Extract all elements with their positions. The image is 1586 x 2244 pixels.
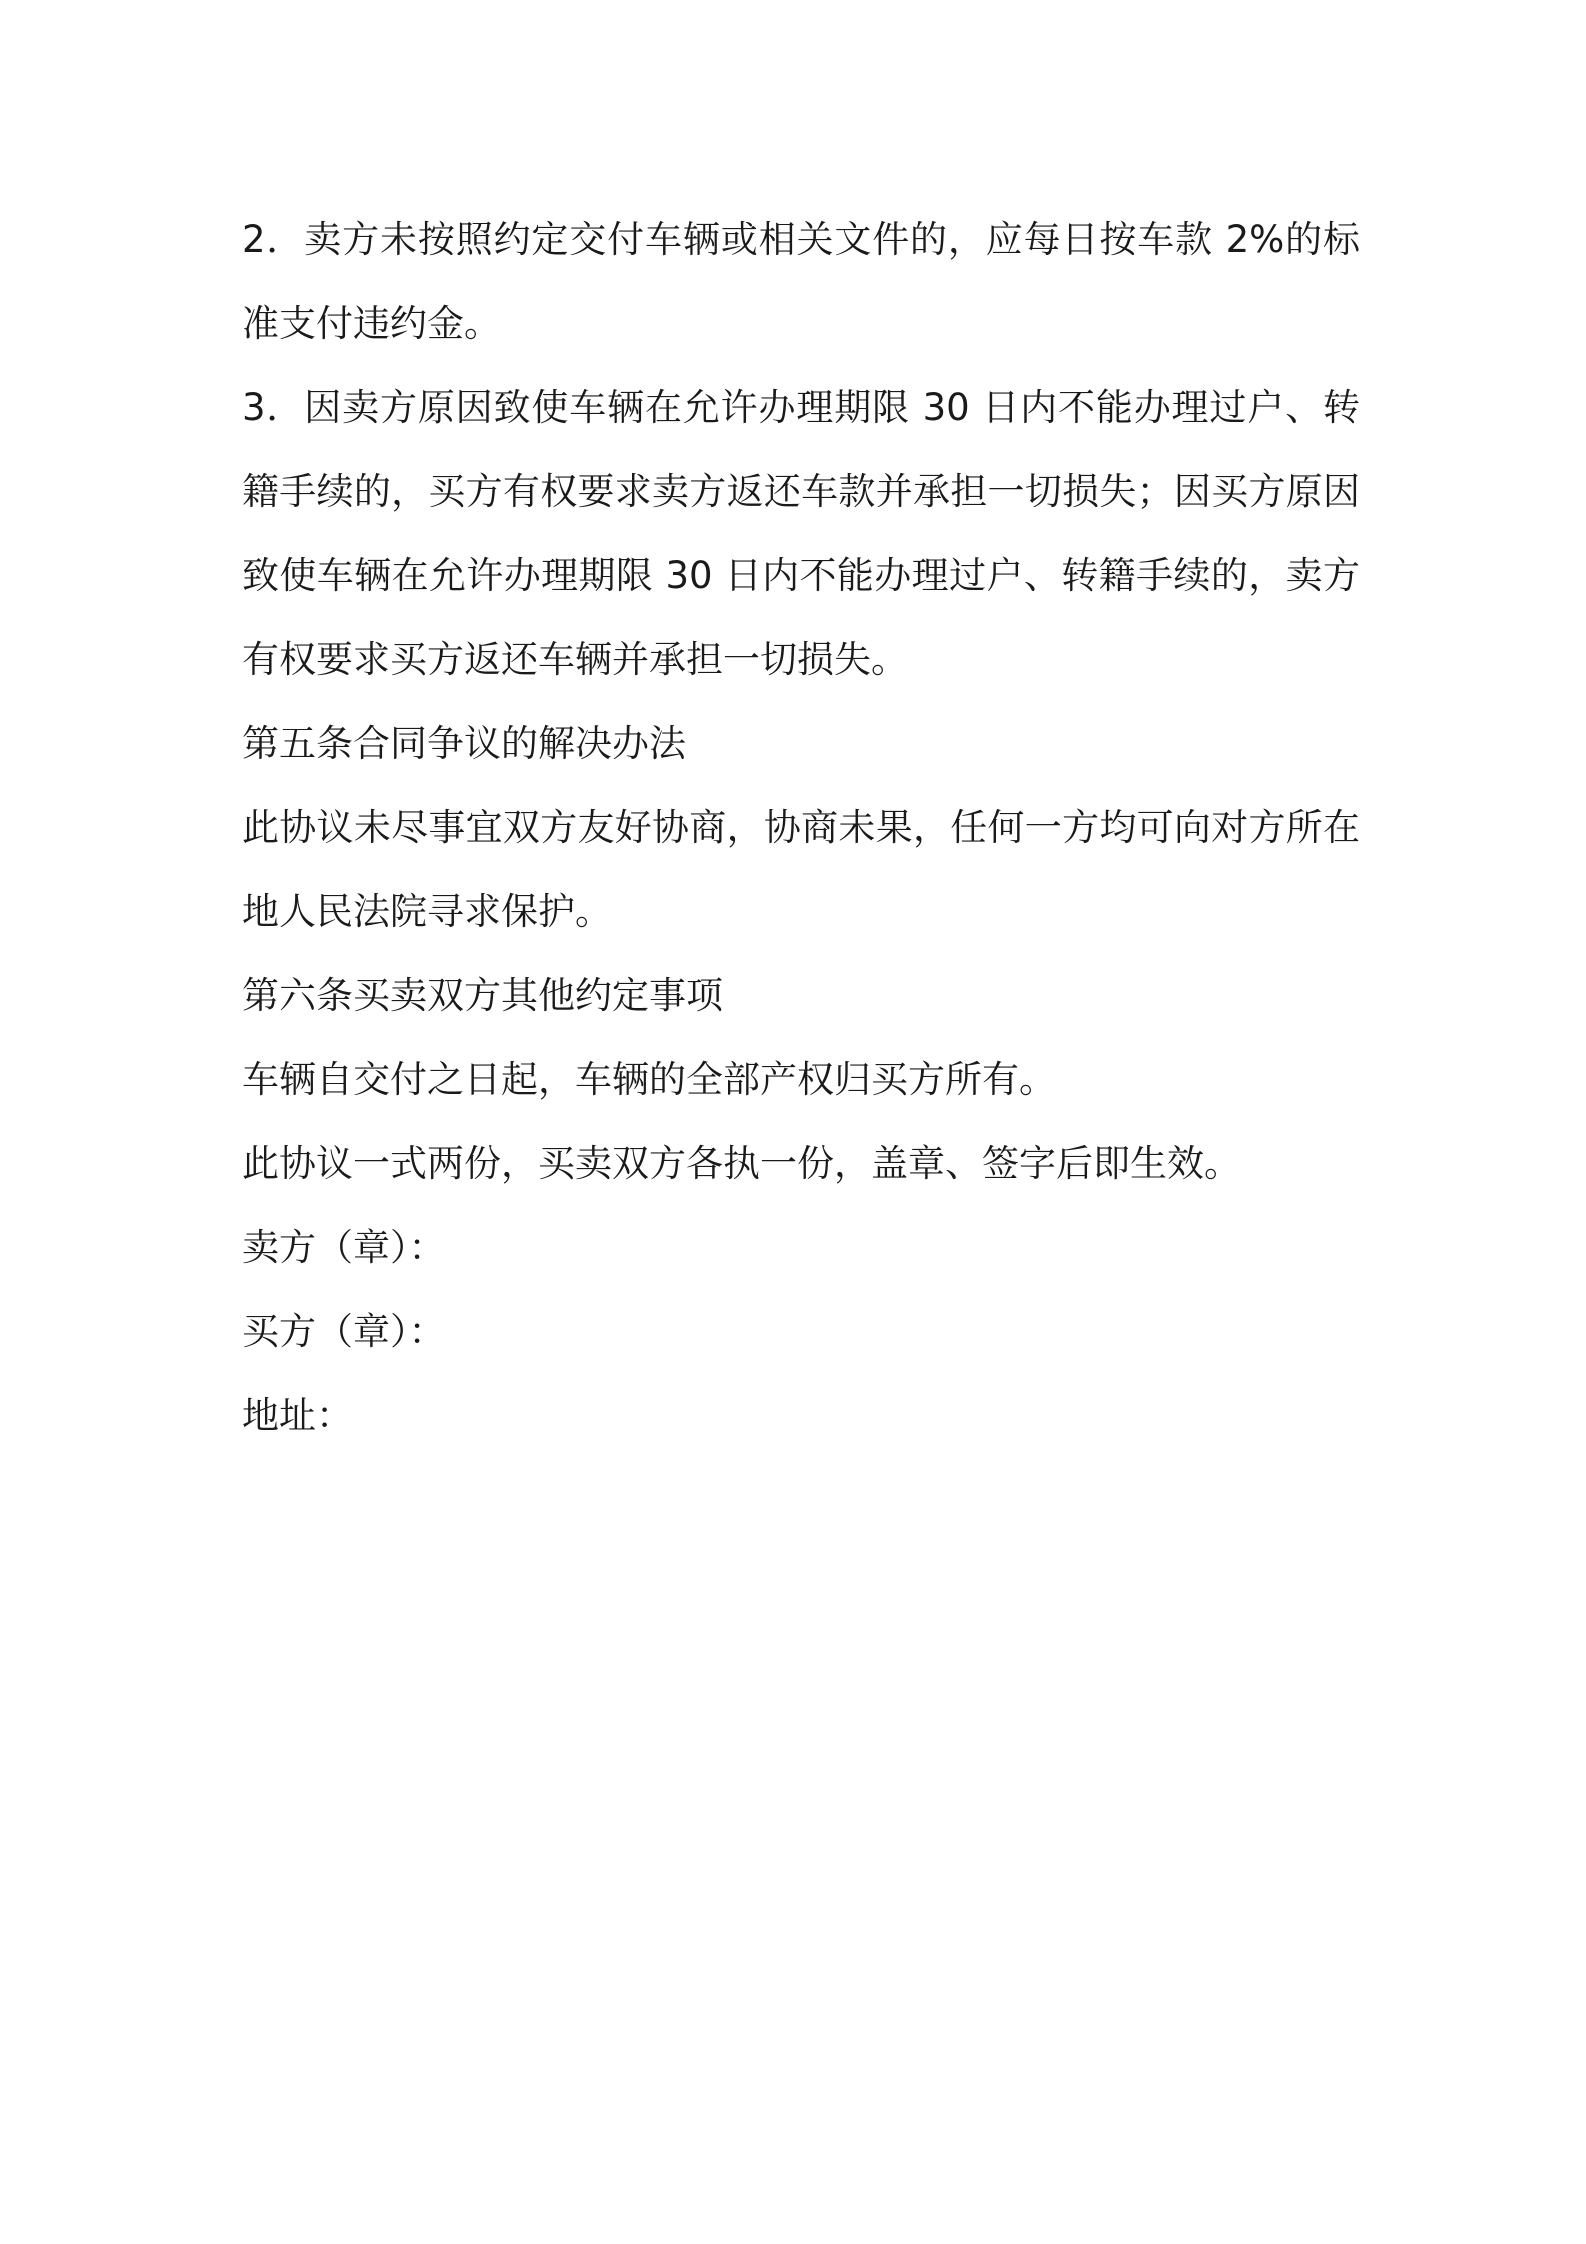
clause-4-item-3-line-4: 有权要求买方返还车辆并承担一切损失。 xyxy=(242,638,908,681)
clause-4-item-3-line-2: 籍手续的，买方有权要求卖方返还车款并承担一切损失；因买方原因 xyxy=(242,470,1360,513)
clause-6-text-2: 此协议一式两份，买卖双方各执一份，盖章、签字后即生效。 xyxy=(242,1142,1241,1185)
seller-signature-label: 卖方（章）： xyxy=(242,1226,446,1269)
buyer-signature-label: 买方（章）： xyxy=(242,1310,446,1353)
clause-5-heading: 第五条合同争议的解决办法 xyxy=(242,722,686,765)
address-label: 地址： xyxy=(242,1394,353,1437)
clause-4-item-2-line-2: 准支付违约金。 xyxy=(242,302,501,345)
clause-5-text-line-2: 地人民法院寻求保护。 xyxy=(242,890,612,933)
clause-5-text-line-1: 此协议未尽事宜双方友好协商，协商未果，任何一方均可向对方所在 xyxy=(242,806,1360,849)
clause-6-text-1: 车辆自交付之日起，车辆的全部产权归买方所有。 xyxy=(242,1058,1056,1101)
clause-4-item-3-line-1: 3．因卖方原因致使车辆在允许办理期限 30 日内不能办理过户、转 xyxy=(242,386,1360,429)
document-page xyxy=(242,198,1360,1458)
clause-6-heading: 第六条买卖双方其他约定事项 xyxy=(242,974,723,1017)
clause-4-item-2-line-1: 2．卖方未按照约定交付车辆或相关文件的，应每日按车款 2%的标 xyxy=(242,218,1360,261)
clause-4-item-3-line-3: 致使车辆在允许办理期限 30 日内不能办理过户、转籍手续的，卖方 xyxy=(242,554,1360,597)
